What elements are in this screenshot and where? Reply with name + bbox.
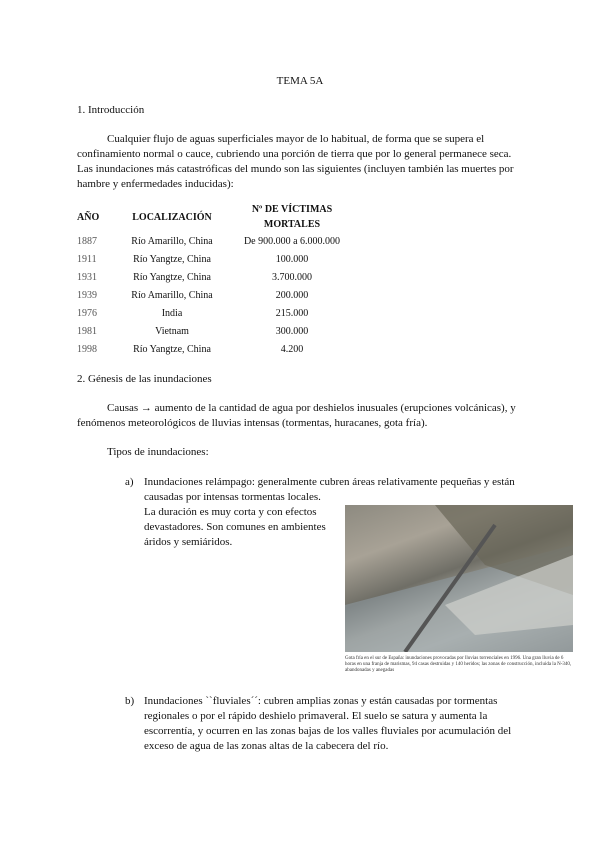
table-row — [77, 340, 357, 358]
cell-victims: 100.000 — [275, 253, 309, 265]
causes-paragraph: Causas → aumento de la cantidad de agua por deshielos inusuales (erupciones volcánicas), y fenómenos meteorológicos de lluvias intensas (tormentas, huracanes, gota fría). — [77, 402, 516, 429]
cell-victims: De 900.000 a 6.000.000 — [243, 235, 341, 247]
cell-location: Río Yangtze, China — [133, 253, 211, 265]
cell-victims: 3.700.000 — [272, 271, 312, 283]
list-item-b — [77, 694, 522, 754]
item-b-text: Inundaciones ``fluviales´´: cubren amplias zonas y están causadas por tormentas regionales o por el rápido deshielo primaveral. El suelo se satura y aumenta la escorrentía, y ocurren en las zonas bajas de los valles fluviales por acumulación del exceso de agua de las zonas altas de la cabecera del río. — [144, 695, 512, 752]
table-row — [77, 304, 357, 322]
item-b-marker: b) — [125, 695, 135, 707]
cell-victims: 200.000 — [275, 289, 309, 301]
photo-caption: Gota fría en el sur de España: inundaciones provocadas por lluvias torrenciales en 1996. Una gran lluvia de 6 horas en una franja de marismas, 94 casas destruidas y 140 heridos; las zonas de construcción, incluida la N-340, abandonadas y anegadas — [345, 656, 572, 673]
section-heading-introduccion: 1. Introducción — [77, 104, 145, 116]
cell-year: 1981 — [77, 325, 97, 337]
list-item-a — [77, 475, 572, 674]
section-heading-genesis: 2. Génesis de las inundaciones — [77, 373, 212, 385]
floods-table — [77, 202, 357, 358]
types-heading: Tipos de inundaciones: — [107, 446, 209, 458]
cell-location: Vietnam — [155, 325, 189, 337]
table-row — [77, 232, 357, 250]
cell-year: 1911 — [77, 253, 97, 265]
table-row — [77, 286, 357, 304]
cell-year: 1887 — [77, 235, 97, 247]
cell-year: 1976 — [77, 307, 97, 319]
cell-location: Río Yangtze, China — [133, 271, 211, 283]
cell-victims: 300.000 — [275, 325, 309, 337]
document-body — [77, 103, 572, 754]
cell-victims: 4.200 — [280, 343, 304, 355]
table-row — [77, 322, 357, 340]
cell-location: Río Amarillo, China — [131, 289, 213, 301]
item-a-text: Inundaciones relámpago: generalmente cubren áreas relativamente pequeñas y están causadas por intensas tormentas locales. — [144, 476, 515, 503]
cell-year: 1998 — [77, 343, 97, 355]
table-row — [77, 268, 357, 286]
cell-location: Río Yangtze, China — [133, 343, 211, 355]
col-header-victims: Nº DE VÍCTIMAS MORTALES — [251, 204, 333, 230]
table-row — [77, 250, 357, 268]
col-header-location: LOCALIZACIÓN — [132, 211, 212, 223]
cell-location: Río Amarillo, China — [131, 235, 213, 247]
cell-year: 1939 — [77, 289, 97, 301]
item-a-marker: a) — [125, 476, 134, 488]
intro-paragraph-2: Las inundaciones más catastróficas del mundo son las siguientes (incluyen también las muertes por hambre y enfermedades inducidas): — [77, 163, 514, 190]
page-title: TEMA 5A — [276, 75, 324, 87]
table-header-row — [77, 202, 357, 232]
flood-photo-image — [345, 505, 573, 652]
intro-paragraph: Cualquier flujo de aguas superficiales mayor de lo habitual, de forma que se supera el confinamiento normal o cauce, cubriendo una porción de tierra que por lo general permanece seca. — [77, 133, 512, 160]
cell-year: 1931 — [77, 271, 97, 283]
cell-location: India — [161, 307, 183, 319]
cell-victims: 215.000 — [275, 307, 309, 319]
item-a-text-2: La duración es muy corta y con efectos devastadores. Son comunes en ambientes áridos y semiáridos. — [144, 506, 326, 548]
flood-photo — [345, 505, 573, 652]
col-header-year: AÑO — [77, 211, 100, 223]
